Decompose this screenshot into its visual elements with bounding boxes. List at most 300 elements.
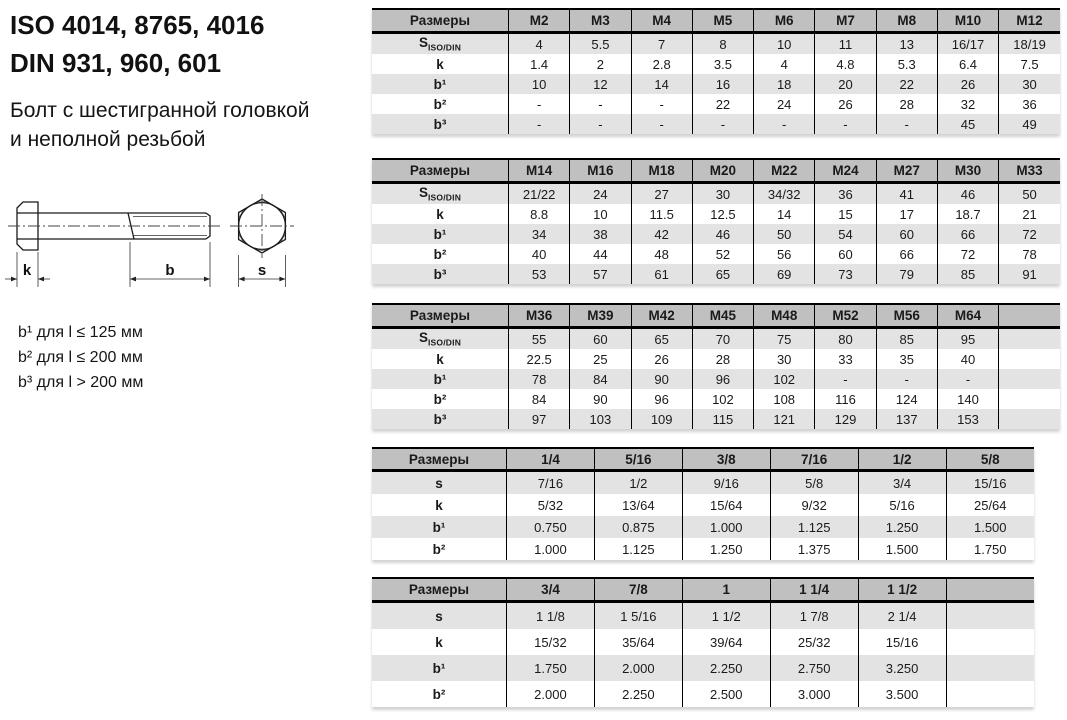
value-cell: 25/32 <box>770 629 858 655</box>
value-cell: 17 <box>876 204 937 224</box>
value-cell: 137 <box>876 409 937 429</box>
value-cell: 66 <box>876 244 937 264</box>
table-inch-1-4-to-5-8 <box>372 447 1034 560</box>
value-cell: 1.250 <box>858 516 946 538</box>
value-cell: 26 <box>815 94 876 114</box>
value-cell: 72 <box>1022 226 1037 242</box>
value-cell: 102 <box>754 369 815 389</box>
title-block <box>10 6 264 82</box>
value-cell: 140 <box>937 389 998 409</box>
value-cell: 90 <box>570 389 631 409</box>
table-row <box>372 389 1060 409</box>
value-cell: 40 <box>509 244 570 264</box>
value-cell: 33 <box>815 349 876 369</box>
value-cell: 85 <box>876 328 937 350</box>
value-cell: 10 <box>754 33 815 55</box>
size-column-header: M27 <box>876 159 937 183</box>
size-column-header: M42 <box>631 304 692 328</box>
row-label-cell: k <box>372 349 509 369</box>
value-cell: 3.500 <box>858 681 946 707</box>
table-row <box>372 409 1060 429</box>
value-cell: 78 <box>1022 246 1037 262</box>
value-cell: 75 <box>754 328 815 350</box>
value-cell: 36 <box>1022 96 1037 112</box>
value-cell: 121 <box>754 409 815 429</box>
value-cell: 20 <box>815 74 876 94</box>
row-label-cell: b¹ <box>372 369 509 389</box>
corner-header-cell: Размеры <box>372 9 509 33</box>
value-cell: 73 <box>815 264 876 284</box>
table-row <box>372 183 1060 205</box>
dimension-s <box>239 255 286 287</box>
value-cell: 26 <box>937 74 998 94</box>
value-cell: 50 <box>1022 186 1037 202</box>
row-label-cell: b² <box>372 94 509 114</box>
value-cell: 7 <box>631 33 692 55</box>
size-column-header: 3/8 <box>682 448 770 471</box>
value-cell: - <box>937 369 998 389</box>
value-cell: 26 <box>631 349 692 369</box>
value-cell: 5.3 <box>876 54 937 74</box>
value-cell: 11.5 <box>631 204 692 224</box>
value-cell: 85 <box>937 264 998 284</box>
value-cell: 15/64 <box>682 494 770 516</box>
size-column-header: M14 <box>509 159 570 183</box>
value-cell: 2.750 <box>770 655 858 681</box>
din-standards-title: DIN 931, 960, 601 <box>10 48 222 78</box>
table-row <box>372 516 1034 538</box>
table-row <box>372 369 1060 389</box>
empty-cell <box>946 681 1034 707</box>
value-cell: 103 <box>570 409 631 429</box>
value-cell: 2.000 <box>594 655 682 681</box>
value-cell: 124 <box>876 389 937 409</box>
size-table <box>372 158 1060 284</box>
table-row <box>372 204 1060 224</box>
value-cell: - <box>815 369 876 389</box>
size-column-header: M5 <box>692 9 753 33</box>
value-cell: 25/64 <box>973 497 1007 513</box>
value-cell: 15 <box>815 204 876 224</box>
size-column-header: M36 <box>509 304 570 328</box>
value-cell: 15/16 <box>973 475 1007 491</box>
value-cell: 41 <box>876 183 937 205</box>
value-cell: - <box>631 94 692 114</box>
value-cell: 40 <box>937 349 998 369</box>
size-column-header: 7/16 <box>770 448 858 471</box>
value-cell: 30 <box>692 183 753 205</box>
row-label-cell: k <box>372 204 509 224</box>
row-label-cell: b² <box>372 389 509 409</box>
value-cell: 14 <box>631 74 692 94</box>
size-column-header: 1/2 <box>858 448 946 471</box>
value-cell: 56 <box>754 244 815 264</box>
empty-cell <box>999 389 1060 409</box>
product-subtitle-line2: и неполной резьбой <box>10 128 206 151</box>
value-cell: 1.500 <box>858 538 946 560</box>
value-cell: 1.500 <box>973 519 1007 535</box>
value-cell: - <box>876 369 937 389</box>
value-cell: 10 <box>570 204 631 224</box>
value-cell: 16 <box>692 74 753 94</box>
value-cell: 9/16 <box>682 471 770 495</box>
value-cell: 35/64 <box>594 629 682 655</box>
value-cell: 96 <box>631 389 692 409</box>
value-cell: 1.000 <box>682 516 770 538</box>
value-cell: 1 5/16 <box>594 602 682 630</box>
value-cell: 2.8 <box>631 54 692 74</box>
table-metric-m14-m33 <box>372 158 1060 284</box>
size-column-header: M10 <box>937 9 998 33</box>
value-cell: 108 <box>754 389 815 409</box>
value-cell: 49 <box>1022 116 1037 132</box>
value-cell: 1 1/2 <box>682 602 770 630</box>
empty-cell <box>946 629 1034 655</box>
value-cell: - <box>509 114 570 134</box>
table-row <box>372 494 1034 516</box>
size-column-header: M2 <box>509 9 570 33</box>
value-cell: 39/64 <box>682 629 770 655</box>
row-label-cell: b³ <box>372 114 509 134</box>
value-cell: 97 <box>509 409 570 429</box>
row-label-cell: b³ <box>372 409 509 429</box>
value-cell: - <box>570 114 631 134</box>
value-cell: 18 <box>754 74 815 94</box>
value-cell: 1.375 <box>770 538 858 560</box>
value-cell: 34/32 <box>754 183 815 205</box>
row-label-cell: $S_{ISO/DIN}$ <box>372 33 509 55</box>
table-inch-3-4-to-1-1-2 <box>372 577 1034 707</box>
size-column-header: M18 <box>631 159 692 183</box>
value-cell: 72 <box>937 244 998 264</box>
value-cell: 69 <box>754 264 815 284</box>
size-table <box>372 303 1060 429</box>
row-label-cell: k <box>372 629 507 655</box>
product-subtitle-line1: Болт с шестигранной головкой <box>10 99 310 122</box>
row-label-cell: b² <box>372 538 507 560</box>
value-cell: 38 <box>570 224 631 244</box>
value-cell: 1.250 <box>682 538 770 560</box>
value-cell: 22 <box>876 74 937 94</box>
size-column-header: M6 <box>754 9 815 33</box>
value-cell: 54 <box>815 224 876 244</box>
size-column-header: M12 <box>999 9 1060 33</box>
size-column-header: M4 <box>631 9 692 33</box>
value-cell: 1.125 <box>594 538 682 560</box>
dimension-b <box>130 242 210 287</box>
value-cell: 8 <box>692 33 753 55</box>
size-column-header: M45 <box>692 304 753 328</box>
value-cell: 32 <box>937 94 998 114</box>
value-cell: 30 <box>1022 76 1037 92</box>
value-cell: 13/64 <box>594 494 682 516</box>
size-column-header: 7/8 <box>594 578 682 602</box>
value-cell: 2 <box>570 54 631 74</box>
size-column-header: M64 <box>937 304 998 328</box>
value-cell: - <box>754 114 815 134</box>
size-table <box>372 577 1034 707</box>
value-cell: 45 <box>937 114 998 134</box>
table-row <box>372 74 1060 94</box>
value-cell: 15/16 <box>858 629 946 655</box>
size-table <box>372 8 1060 134</box>
value-cell: 27 <box>631 183 692 205</box>
value-cell: 7.5 <box>1020 56 1039 72</box>
value-cell: 7/16 <box>507 471 595 495</box>
value-cell: 2 1/4 <box>858 602 946 630</box>
value-cell: 70 <box>692 328 753 350</box>
table-row <box>372 681 1034 707</box>
value-cell: 78 <box>509 369 570 389</box>
value-cell: - <box>692 114 753 134</box>
value-cell: 1.750 <box>507 655 595 681</box>
value-cell: 6.4 <box>937 54 998 74</box>
value-cell: 60 <box>570 328 631 350</box>
row-label-cell: b¹ <box>372 516 507 538</box>
value-cell: 22 <box>692 94 753 114</box>
table-row <box>372 655 1034 681</box>
value-cell: 46 <box>692 224 753 244</box>
value-cell: 36 <box>815 183 876 205</box>
dim-label-k: k <box>22 262 32 279</box>
table-metric-m2-m12 <box>372 8 1060 134</box>
footnote-b1: b¹ для l ≤ 125 мм <box>18 324 143 341</box>
table-row <box>372 328 1060 350</box>
table-row <box>372 54 1060 74</box>
size-column-header: 5/16 <box>594 448 682 471</box>
dim-label-b: b <box>165 262 175 279</box>
size-column-header: M56 <box>876 304 937 328</box>
value-cell: 46 <box>937 183 998 205</box>
corner-header-cell: Размеры <box>372 304 509 328</box>
empty-header-cell <box>946 578 1034 602</box>
value-cell: 0.875 <box>594 516 682 538</box>
row-label-cell: b¹ <box>372 655 507 681</box>
value-cell: 13 <box>876 33 937 55</box>
value-cell: 18/19 <box>1013 36 1046 52</box>
value-cell: 5.5 <box>570 33 631 55</box>
row-label-cell: b³ <box>372 264 509 284</box>
table-row <box>372 538 1034 560</box>
value-cell: 2.500 <box>682 681 770 707</box>
bolt-end-view <box>230 194 294 258</box>
value-cell: 4.8 <box>815 54 876 74</box>
size-column-header: M20 <box>692 159 753 183</box>
row-label-cell: b² <box>372 244 509 264</box>
value-cell: 16/17 <box>937 33 998 55</box>
value-cell: 30 <box>754 349 815 369</box>
value-cell: 109 <box>631 409 692 429</box>
value-cell: 22.5 <box>509 349 570 369</box>
value-cell: 9/32 <box>770 494 858 516</box>
value-cell: 65 <box>631 328 692 350</box>
row-label-cell: s <box>372 602 507 630</box>
value-cell: 24 <box>570 183 631 205</box>
footnote-b3: b³ для l > 200 мм <box>18 374 144 391</box>
value-cell: 12 <box>570 74 631 94</box>
product-subtitle <box>10 96 309 154</box>
row-label-cell: k <box>372 494 507 516</box>
size-column-header: M52 <box>815 304 876 328</box>
value-cell: 1 1/8 <box>507 602 595 630</box>
value-cell: 34 <box>509 224 570 244</box>
table-row <box>372 264 1060 284</box>
value-cell: 5/16 <box>858 494 946 516</box>
value-cell: 0.750 <box>507 516 595 538</box>
empty-cell <box>946 655 1034 681</box>
value-cell: 1.000 <box>507 538 595 560</box>
row-label-cell: b² <box>372 681 507 707</box>
value-cell: - <box>570 94 631 114</box>
size-column-header: M7 <box>815 9 876 33</box>
value-cell: 91 <box>1022 266 1037 282</box>
table-metric-m36-m64 <box>372 303 1060 429</box>
value-cell: 44 <box>570 244 631 264</box>
value-cell: 80 <box>815 328 876 350</box>
size-column-header: M16 <box>570 159 631 183</box>
row-label-cell: b¹ <box>372 224 509 244</box>
value-cell: 84 <box>570 369 631 389</box>
value-cell: 1/2 <box>594 471 682 495</box>
value-cell: 129 <box>815 409 876 429</box>
value-cell: 1.4 <box>509 54 570 74</box>
value-cell: 35 <box>876 349 937 369</box>
value-cell: 3/4 <box>858 471 946 495</box>
size-table <box>372 447 1034 560</box>
value-cell: 90 <box>631 369 692 389</box>
value-cell: - <box>631 114 692 134</box>
value-cell: 61 <box>631 264 692 284</box>
value-cell: 48 <box>631 244 692 264</box>
empty-cell <box>946 602 1034 630</box>
value-cell: 66 <box>937 224 998 244</box>
value-cell: 21 <box>1022 206 1037 222</box>
size-column-header: 3/4 <box>507 578 595 602</box>
value-cell: 21/22 <box>509 183 570 205</box>
value-cell: 4 <box>509 33 570 55</box>
value-cell: 60 <box>876 224 937 244</box>
value-cell: 12.5 <box>692 204 753 224</box>
iso-standards-title: ISO 4014, 8765, 4016 <box>10 10 265 40</box>
empty-cell <box>999 369 1060 389</box>
table-row <box>372 94 1060 114</box>
bolt-side-view <box>8 202 222 250</box>
value-cell: 24 <box>754 94 815 114</box>
size-column-header: M22 <box>754 159 815 183</box>
value-cell: 42 <box>631 224 692 244</box>
value-cell: 3.5 <box>692 54 753 74</box>
empty-header-cell <box>999 304 1060 328</box>
value-cell: 79 <box>876 264 937 284</box>
empty-cell <box>999 328 1060 350</box>
value-cell: 5/8 <box>770 471 858 495</box>
table-row <box>372 114 1060 134</box>
value-cell: 95 <box>937 328 998 350</box>
row-label-cell: k <box>372 54 509 74</box>
size-column-header: 5/8 <box>946 448 1034 471</box>
value-cell: 2.250 <box>682 655 770 681</box>
value-cell: 116 <box>815 389 876 409</box>
value-cell: 5/32 <box>507 494 595 516</box>
value-cell: 96 <box>692 369 753 389</box>
value-cell: 65 <box>692 264 753 284</box>
size-column-header: M24 <box>815 159 876 183</box>
value-cell: 25 <box>570 349 631 369</box>
size-column-header: 1 1/2 <box>858 578 946 602</box>
value-cell: 11 <box>815 33 876 55</box>
value-cell: 115 <box>692 409 753 429</box>
value-cell: 14 <box>754 204 815 224</box>
value-cell: 102 <box>692 389 753 409</box>
size-column-header: M30 <box>937 159 998 183</box>
value-cell: 84 <box>509 389 570 409</box>
value-cell: 2.250 <box>594 681 682 707</box>
value-cell: 8.8 <box>509 204 570 224</box>
value-cell: - <box>876 114 937 134</box>
row-label-cell: b¹ <box>372 74 509 94</box>
value-cell: 15/32 <box>507 629 595 655</box>
corner-header-cell: Размеры <box>372 578 507 602</box>
corner-header-cell: Размеры <box>372 448 507 471</box>
value-cell: 18.7 <box>937 204 998 224</box>
value-cell: 28 <box>876 94 937 114</box>
footnote-b2: b² для l ≤ 200 мм <box>18 349 143 366</box>
table-row <box>372 471 1034 495</box>
row-label-cell: $S_{ISO/DIN}$ <box>372 183 509 205</box>
dim-label-s: s <box>257 262 267 279</box>
value-cell: - <box>815 114 876 134</box>
value-cell: 1.125 <box>770 516 858 538</box>
table-row <box>372 33 1060 55</box>
size-column-header: 1/4 <box>507 448 595 471</box>
value-cell: 57 <box>570 264 631 284</box>
value-cell: 1 7/8 <box>770 602 858 630</box>
size-column-header: M8 <box>876 9 937 33</box>
corner-header-cell: Размеры <box>372 159 509 183</box>
value-cell: 55 <box>509 328 570 350</box>
thread-length-footnotes <box>18 320 143 395</box>
table-row <box>372 224 1060 244</box>
size-column-header: M3 <box>570 9 631 33</box>
empty-cell <box>999 349 1060 369</box>
dimension-k <box>5 252 50 287</box>
value-cell: 53 <box>509 264 570 284</box>
value-cell: 3.000 <box>770 681 858 707</box>
size-column-header: M48 <box>754 304 815 328</box>
value-cell: 50 <box>754 224 815 244</box>
value-cell: 60 <box>815 244 876 264</box>
value-cell: 52 <box>692 244 753 264</box>
size-column-header: M39 <box>570 304 631 328</box>
table-row <box>372 602 1034 630</box>
value-cell: 4 <box>754 54 815 74</box>
value-cell: 1.750 <box>973 541 1007 557</box>
table-row <box>372 349 1060 369</box>
value-cell: 28 <box>692 349 753 369</box>
value-cell: 153 <box>937 409 998 429</box>
table-row <box>372 244 1060 264</box>
table-row <box>372 629 1034 655</box>
value-cell: 10 <box>509 74 570 94</box>
empty-cell <box>999 409 1060 429</box>
value-cell: 3.250 <box>858 655 946 681</box>
size-column-header: 1 <box>682 578 770 602</box>
row-label-cell: s <box>372 471 507 495</box>
value-cell: - <box>509 94 570 114</box>
value-cell: 2.000 <box>507 681 595 707</box>
size-column-header: M33 <box>999 159 1060 183</box>
row-label-cell: $S_{ISO/DIN}$ <box>372 328 509 350</box>
